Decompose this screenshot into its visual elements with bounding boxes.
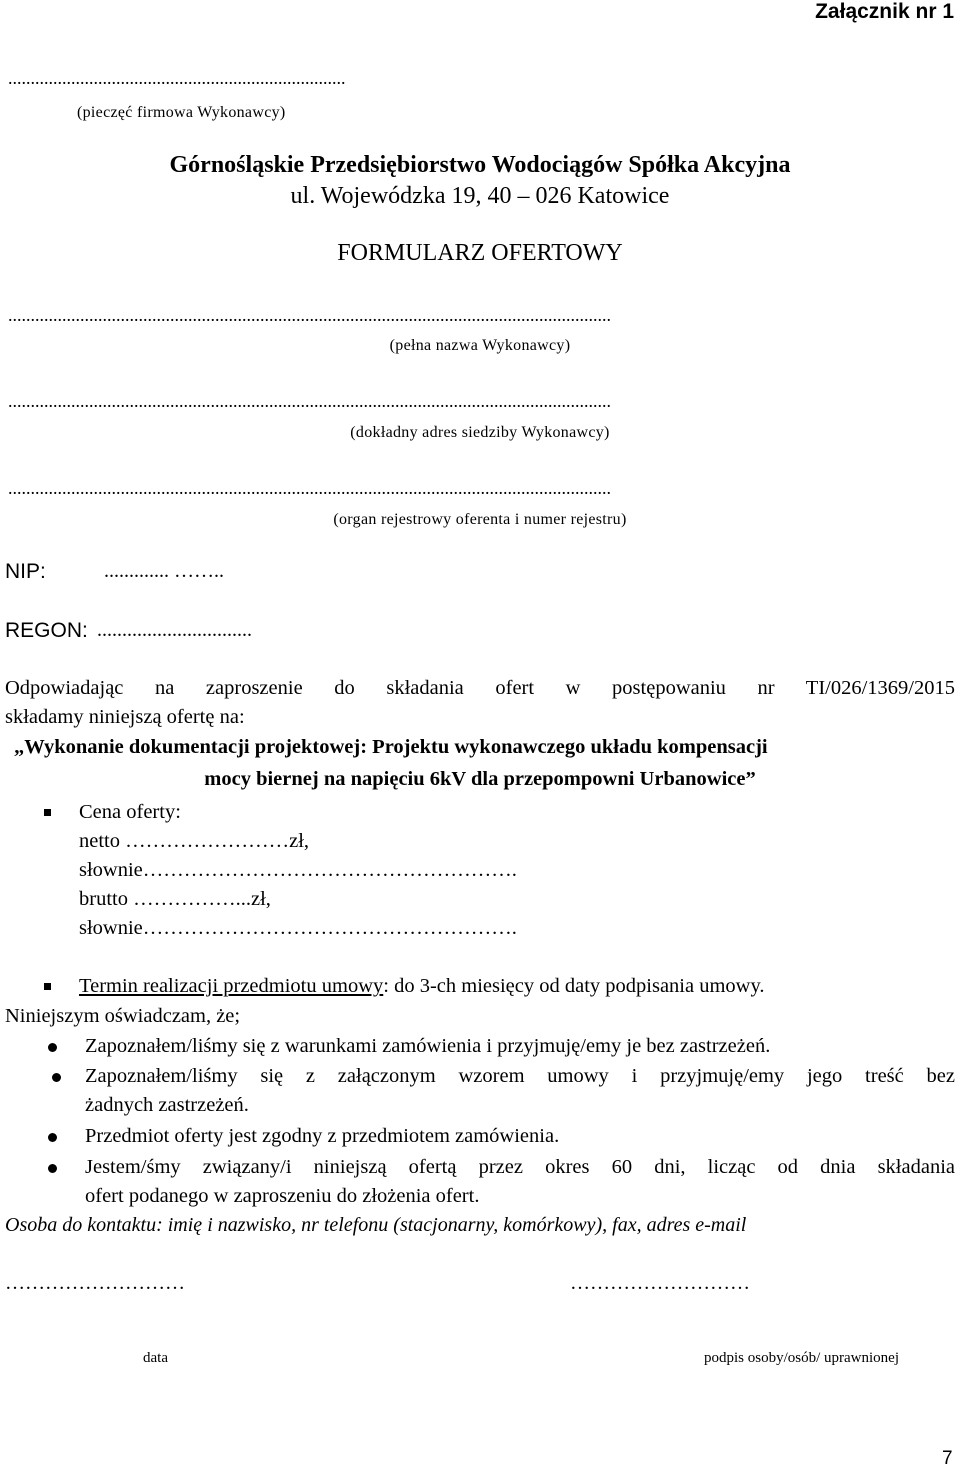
form-title: FORMULARZ OFERTOWY — [337, 240, 623, 266]
bullet-dot-icon — [48, 1164, 57, 1173]
bullet-dot-icon — [52, 1073, 61, 1082]
contact-person: Osoba do kontaktu: imię i nazwisko, nr telefonu (stacjonarny, komórkowy), fax, adres e-mail — [5, 1214, 747, 1236]
term-value: : do 3-ch miesięcy od daty podpisania umowy. — [383, 975, 765, 997]
declaration-item: Przedmiot oferty jest zgodny z przedmiotem zamówienia. — [85, 1125, 560, 1147]
square-bullet-icon — [44, 809, 51, 816]
address-caption: (dokładny adres siedziby Wykonawcy) — [350, 424, 610, 441]
bullet-dot-icon — [48, 1043, 57, 1052]
term-line — [79, 975, 765, 998]
address-dots: ...................................................................................................................................... — [8, 391, 611, 411]
price-label: Cena oferty: — [79, 801, 181, 823]
declaration-item: Jestem/śmy związany/i niniejszą ofertą przez okres 60 dni, licząc od dnia składania — [85, 1156, 955, 1178]
price-brutto: brutto ……………...zł, — [79, 888, 271, 910]
subject-line-2: mocy biernej na napięciu 6kV dla przepompowni Urbanowice” — [204, 768, 756, 790]
bullet-dot-icon — [48, 1133, 57, 1142]
signature-label: podpis osoby/osób/ uprawnionej — [704, 1350, 899, 1366]
full-name-dots: ...................................................................................................................................... — [8, 305, 611, 325]
price-netto: netto ……………………zł, — [79, 830, 310, 852]
full-name-caption: (pełna nazwa Wykonawcy) — [389, 337, 571, 354]
recipient-address: ul. Wojewódzka 19, 40 – 026 Katowice — [290, 183, 670, 209]
square-bullet-icon — [44, 983, 51, 990]
nip-value: ............. …….. — [104, 560, 224, 582]
declaration-item-continued: żadnych zastrzeżeń. — [85, 1094, 249, 1116]
attachment-label: Załącznik nr 1 — [815, 0, 954, 23]
date-dots: ……………………… — [5, 1272, 185, 1294]
page-number: 7 — [942, 1448, 953, 1469]
term-label: Termin realizacji przedmiotu umowy — [79, 975, 384, 997]
regon-value: ............................... — [97, 619, 252, 641]
stamp-caption: (pieczęć firmowa Wykonawcy) — [77, 104, 286, 121]
registry-caption: (organ rejestrowy oferenta i numer rejestru) — [333, 511, 627, 528]
price-netto-words: słownie………………………………………………. — [79, 859, 517, 881]
declaration-item-continued: ofert podanego w zaproszeniu do złożenia ofert. — [85, 1185, 480, 1207]
subject-line-1: „Wykonanie dokumentacji projektowej: Projektu wykonawczego układu kompensacji — [14, 736, 768, 758]
intro-line-2: składamy niniejszą ofertę na: — [5, 706, 245, 728]
price-brutto-words: słownie………………………………………………. — [79, 917, 517, 939]
declaration-item: Zapoznałem/liśmy się z załączonym wzorem umowy i przyjmuję/emy jego treść bez — [85, 1065, 955, 1087]
date-label: data — [143, 1350, 168, 1366]
regon-label: REGON: — [5, 619, 88, 642]
declaration-item: Zapoznałem/liśmy się z warunkami zamówienia i przyjmuję/emy je bez zastrzeżeń. — [85, 1035, 771, 1057]
registry-dots: ...................................................................................................................................... — [8, 478, 611, 498]
signature-dots: ……………………… — [570, 1272, 750, 1294]
nip-label: NIP: — [5, 560, 46, 583]
declarations-intro: Niniejszym oświadczam, że; — [5, 1005, 241, 1027]
intro-line-1: Odpowiadając na zaproszenie do składania ofert w postępowaniu nr TI/026/1369/2015 — [5, 677, 955, 699]
stamp-dots: ........................................................................... — [8, 68, 346, 88]
recipient-company: Górnośląskie Przedsiębiorstwo Wodociągów Spółka Akcyjna — [169, 152, 791, 178]
